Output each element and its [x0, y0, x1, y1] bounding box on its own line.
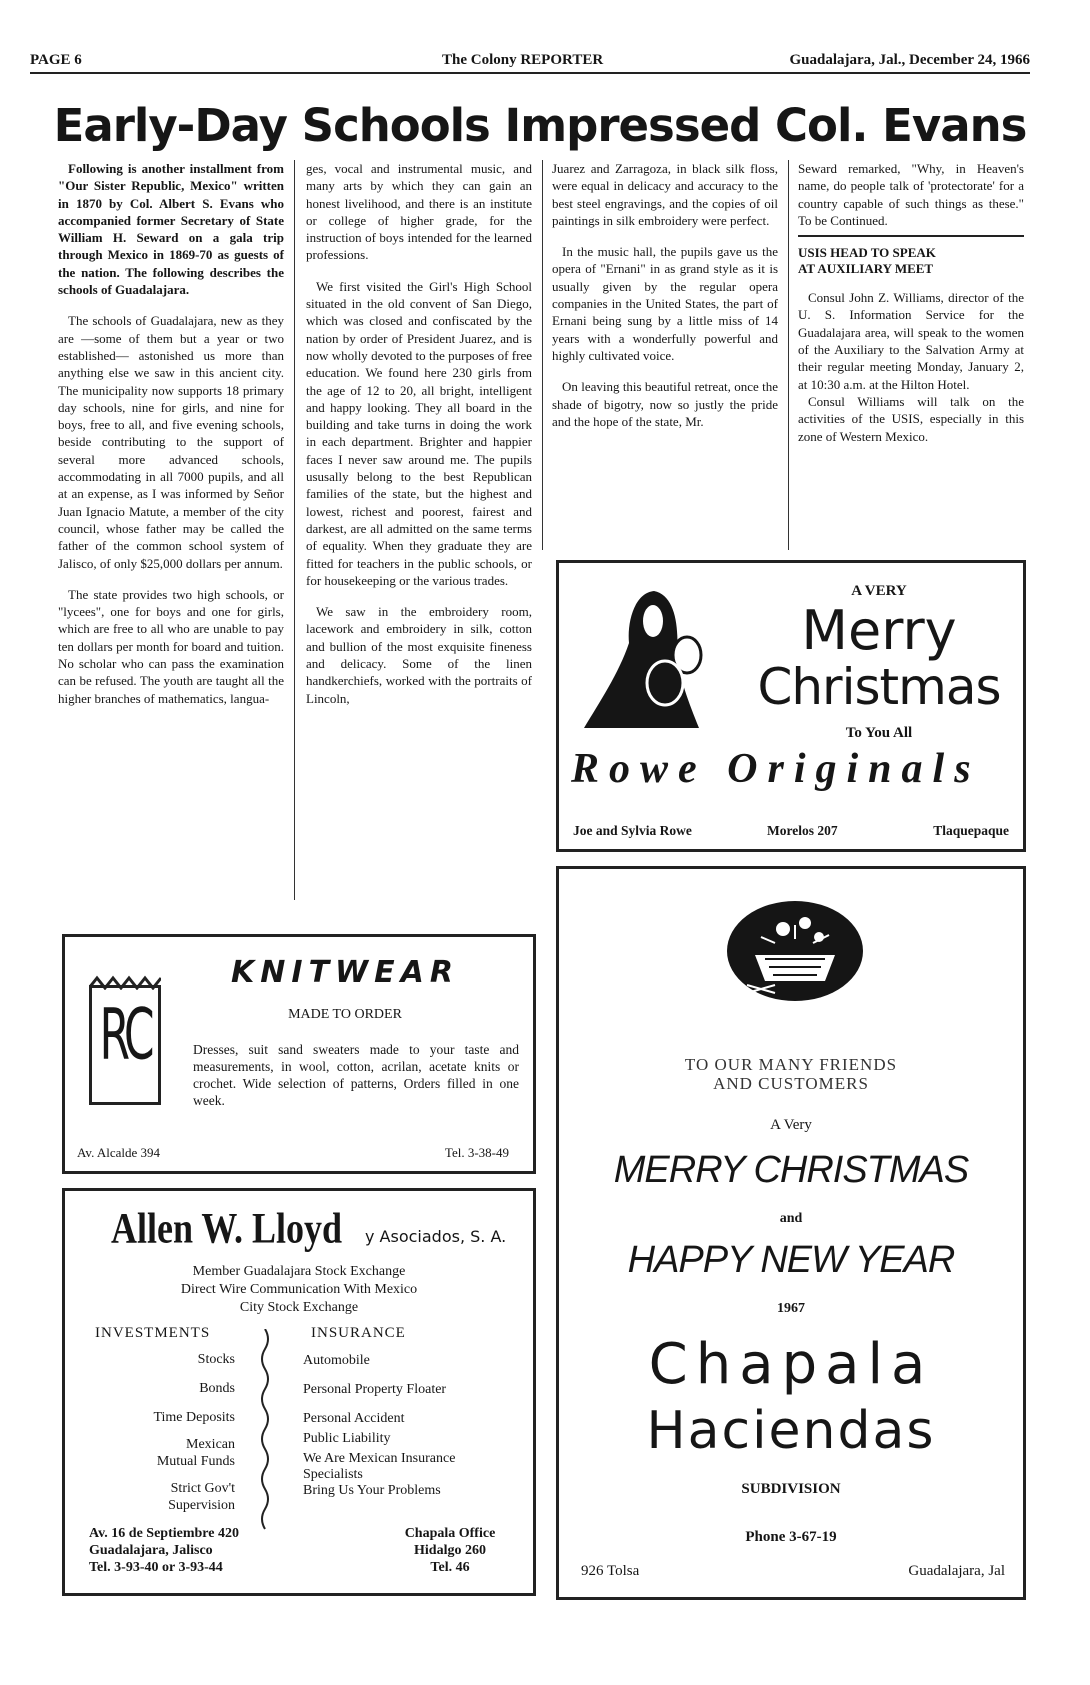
allen-lloyd-ad: [62, 1188, 536, 1596]
phone-text: Phone 3-67-19: [745, 1529, 837, 1545]
lloyd-description: Member Guadalajara Stock Exchange Direct Wire Communication With Mexico City Stock Exchange: [180, 1264, 418, 1315]
investments-heading: INVESTMENTS: [95, 1325, 211, 1341]
christmas-text: Christmas: [757, 658, 1001, 716]
column-rule: [294, 160, 295, 900]
ad-top-text: A VERY: [851, 583, 907, 599]
article-paragraph: On leaving this beautiful retreat, once the shade of bigotry, now so justly the pride and the hope of the state, Mr.: [552, 379, 778, 429]
insurance-heading: INSURANCE: [311, 1325, 406, 1341]
investments-list: [85, 1351, 235, 1514]
article-paragraph: Juarez and Zarragoza, in black silk floss, were equal in delicacy and accuracy to the best steel engravings, and the copies of oil paintings in silk embroidery were perfect.: [552, 161, 778, 228]
list-item: Automobile: [303, 1353, 370, 1368]
knitwear-address: Av. Alcalde 394: [77, 1145, 161, 1160]
article-column-2: [306, 160, 532, 721]
article-paragraph: The state provides two high schools, or "lycees", one for boys and one for girls, which are free to all who are unable to pay ten dollars per month for board and tuition. No scholar who can pass the examination can be refused. The youth are taught all the higher branches of mathematics, langua-: [58, 586, 284, 706]
lloyd-name: Allen W. Lloyd: [111, 1204, 343, 1252]
article-paragraph: The schools of Guadalajara, new as they are —some of them but a year or two established— astonished us more than anything else we saw in this ancient city. The municipality now supports 18 primary day schools, nine for girls, and nine for boys, free to all, and five evening schools, beside contributing to the support of several more advanced schools, accommodating in all 7000 pupils, and all at an expense, as I was informed by Señor Juan Ignacio Matute, a member of the city council, whose father may be called the father of the common school system of Jalisco, of only $25,000 dollars per annum.: [58, 313, 284, 571]
zigzag-icon: [89, 974, 161, 990]
merry-text: Merry: [801, 599, 957, 662]
rowe-originals-ad: [556, 560, 1026, 852]
article-paragraph: We saw in the embroidery room, lacework and embroidery in silk, cotton and bullion of the most exquisite fineness and delicacy. Some of the linen handkerchiefs, worked with the portraits of Lincoln,: [306, 604, 532, 706]
ad-names: Joe and Sylvia Rowe: [573, 823, 692, 838]
subdivision-text: SUBDIVISION: [741, 1481, 841, 1497]
list-item: Personal Accident: [303, 1411, 405, 1426]
to-you-text: To You All: [845, 725, 913, 741]
merry-christmas-text: MERRY CHRISTMAS: [613, 1149, 969, 1191]
list-item: Bring Us Your Problems: [303, 1483, 441, 1498]
article-paragraph: We first visited the Girl's High School situated in the old convent of San Diego, which was closed and confiscated by the nation by order of President Juarez, and is now wholly devoted to the purposes of free education. We found here 230 girls from the age of 12 to 20, all bright, intelligent and happy looking. They all board in the building and take turns in doing the work in each department. Brighter and happier faces I never saw around me. The pupils ususally belong to the best Republican families of the state, but the highest and lowest, richest and poorest, fairest and darkest, are all admitted on the same terms of equality. When they graduate they are fitted for teachers in the public schools, or for housekeeping or the various trades.: [306, 278, 532, 588]
haciendas-text: Haciendas: [646, 1401, 936, 1461]
year-text: 1967: [777, 1301, 805, 1316]
rc-logo: RC: [89, 985, 161, 1105]
flower-basket-icon: [725, 899, 865, 1003]
happy-new-year-text: HAPPY NEW YEAR: [627, 1239, 955, 1281]
brand-name: Rowe Originals: [571, 746, 981, 792]
madonna-icon: [579, 583, 729, 733]
ad-address: Morelos 207: [767, 823, 838, 838]
article-paragraph: Seward remarked, "Why, in Heaven's name, do people talk of 'protectorate' for a country capable of such things as these." To be Continued.: [798, 161, 1024, 228]
knitwear-title: KNITWEAR: [231, 955, 459, 990]
article-intro: Following is another installment from "Our Sister Republic, Mexico" written in 1870 by Col. Albert S. Evans who accompanied former Secretary of State William H. Seward on a gala trip through Mexico in 1869-70 as guests of the nation. The following describes the schools of Guadalajara.: [58, 161, 284, 298]
column-rule: [542, 160, 543, 550]
ad-city: Tlaquepaque: [933, 823, 1009, 838]
article-column-3: [552, 160, 778, 444]
knitwear-body: Dresses, suit sand sweaters made to your taste and measurements, in wool, cotton, acrilan, acetate knits or crochet. Wide selection of patterns, Orders filled in one week.: [193, 1042, 519, 1108]
knitwear-ad: [62, 934, 536, 1174]
chapala-haciendas-ad: [556, 866, 1026, 1600]
headline: Early-Day Schools Impressed Col. Evans: [53, 99, 1027, 152]
page-number: PAGE 6: [30, 52, 82, 68]
chapala-text: Chapala: [648, 1332, 934, 1397]
article-paragraph: In the music hall, the pupils gave us the opera of "Ernani" in as grand style as it is usually given by the regular opera companies in the United States, the part of Ernani being sung by a little miss of 14 years with a wonderfully powerful and highly cultivated voice.: [552, 244, 778, 363]
dateline: Guadalajara, Jal., December 24, 1966: [789, 52, 1030, 68]
a-very-text: A Very: [770, 1117, 812, 1133]
article-column-1: [58, 160, 284, 721]
insurance-list: [303, 1353, 523, 1499]
list-item: We Are Mexican Insurance Specialists: [303, 1451, 456, 1482]
article-paragraph: ges, vocal and instrumental music, and many arts by which they can gain an honest livelihood, and there is an institute or college of higher grade, for the instruction of boys intended for the learned professions.: [306, 161, 532, 263]
usis-paragraph: Consul Williams will talk on the activities of the USIS, especially in this zone of Western Mexico.: [798, 393, 1024, 444]
usis-paragraph: Consul John Z. Williams, director of the U. S. Information Service for the Guadalajara area, will speak to the women of the Auxiliary to the Salvation Army at their regular meeting Monday, January 2, at 10:30 a.m. at the Hilton Hotel.: [798, 290, 1024, 392]
column-rule: [788, 160, 789, 550]
friends-text: TO OUR MANY FRIENDS AND CUSTOMERS: [684, 1055, 898, 1093]
and-text: and: [779, 1211, 803, 1226]
chapala-city: Guadalajara, Jal: [908, 1563, 1005, 1579]
chapala-address: 926 Tolsa: [581, 1563, 640, 1579]
list-item: Bonds: [199, 1381, 235, 1396]
chapala-office: Chapala Office Hidalgo 260 Tel. 46: [404, 1526, 496, 1575]
article-column-4: [798, 160, 1024, 445]
divider: [798, 235, 1024, 237]
list-item: Personal Property Floater: [303, 1382, 447, 1397]
list-item: Stocks: [197, 1352, 235, 1367]
paper-title: The Colony REPORTER: [442, 52, 604, 68]
list-item: Public Liability: [303, 1431, 391, 1446]
usis-headline: USIS HEAD TO SPEAK AT AUXILIARY MEET: [798, 245, 936, 277]
list-item: Mexican Mutual Funds: [156, 1437, 235, 1469]
lloyd-suffix: y Asociados, S. A.: [365, 1227, 507, 1246]
brace-icon: [257, 1329, 273, 1539]
list-item: Strict Gov't Supervision: [168, 1481, 235, 1513]
knitwear-subtitle: MADE TO ORDER: [288, 1007, 402, 1022]
lloyd-address: Av. 16 de Septiembre 420 Guadalajara, Jalisco Tel. 3-93-40 or 3-93-44: [89, 1526, 239, 1575]
knitwear-tel: Tel. 3-38-49: [444, 1145, 509, 1160]
page-header: [30, 50, 1030, 74]
list-item: Time Deposits: [153, 1410, 235, 1425]
